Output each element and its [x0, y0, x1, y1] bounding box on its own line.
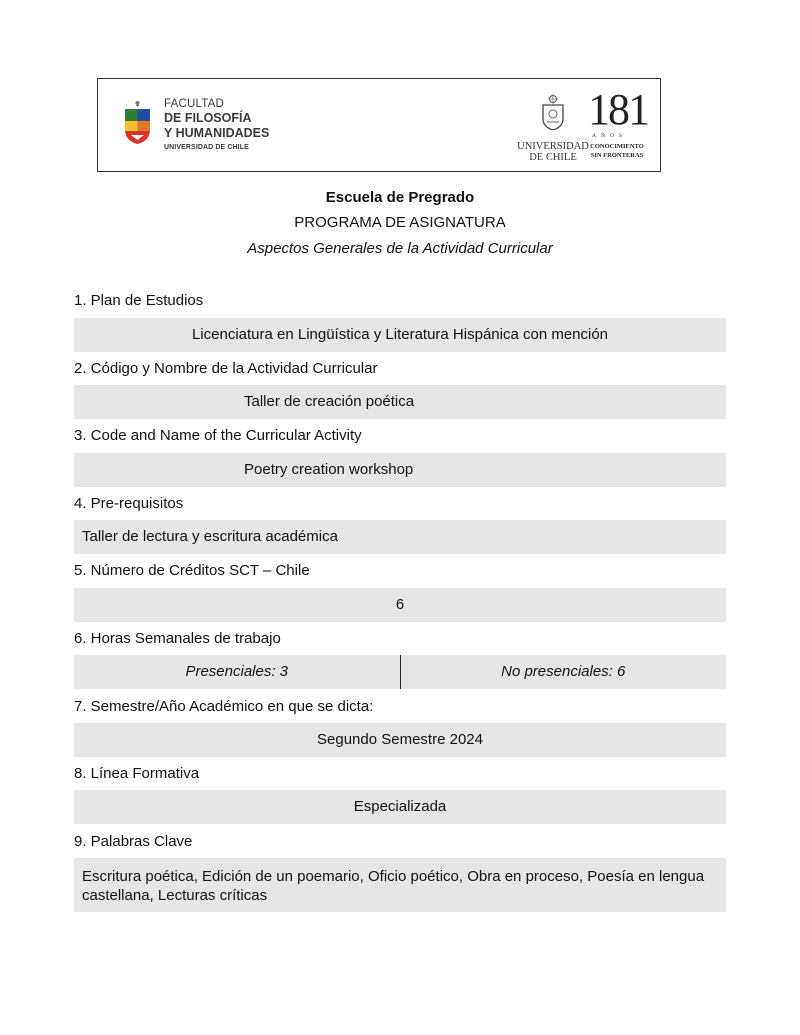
hours-no-presencial: No presenciales: 6: [501, 663, 626, 680]
keywords-label: 9. Palabras Clave: [74, 833, 193, 850]
hours-presencial: Presenciales: 3: [185, 663, 289, 680]
credits-value: 6: [74, 588, 726, 622]
school-title: Escuela de Pregrado: [325, 189, 475, 206]
hours-row: [74, 655, 726, 689]
university-emblem-logo: [540, 94, 566, 130]
university-name: UNIVERSIDAD DE CHILE: [517, 141, 589, 163]
anniversary-motto: CONOCIMIENTO SIN FRONTERAS: [590, 143, 644, 159]
line-label: 8. Línea Formativa: [74, 765, 200, 782]
hours-label: 6. Horas Semanales de trabajo: [74, 630, 281, 647]
semester-label: 7. Semestre/Año Académico en que se dicta:: [74, 698, 374, 715]
keywords-value: Escritura poética, Edición de un poemario, Oficio poético, Obra en proceso, Poesía en lengua castellana, Lecturas críticas: [74, 858, 726, 912]
code-es-value: Taller de creación poética: [74, 385, 726, 419]
credits-label: 5. Número de Créditos SCT – Chile: [74, 562, 310, 579]
anniversary-years: AÑOS: [592, 133, 627, 139]
plan-label: 1. Plan de Estudios: [74, 292, 204, 309]
program-subtitle: Aspectos Generales de la Actividad Curricular: [247, 240, 553, 257]
header-logos: [97, 78, 661, 172]
code-en-label: 3. Code and Name of the Curricular Activity: [74, 427, 362, 444]
program-title: PROGRAMA DE ASIGNATURA: [294, 214, 506, 231]
line-value: Especializada: [74, 790, 726, 824]
plan-value: Licenciatura en Lingüística y Literatura Hispánica con mención: [74, 318, 726, 352]
prereq-value: Taller de lectura y escritura académica: [74, 520, 726, 554]
code-en-value: Poetry creation workshop: [74, 453, 726, 487]
anniversary-number: 181: [588, 85, 648, 134]
faculty-name: FACULTAD DE FILOSOFÍA Y HUMANIDADES UNIVERSIDAD DE CHILE: [164, 98, 270, 151]
semester-value: Segundo Semestre 2024: [74, 723, 726, 757]
code-es-label: 2. Código y Nombre de la Actividad Curricular: [74, 360, 378, 377]
prereq-label: 4. Pre-requisitos: [74, 495, 184, 512]
faculty-shield-logo: [119, 99, 156, 145]
